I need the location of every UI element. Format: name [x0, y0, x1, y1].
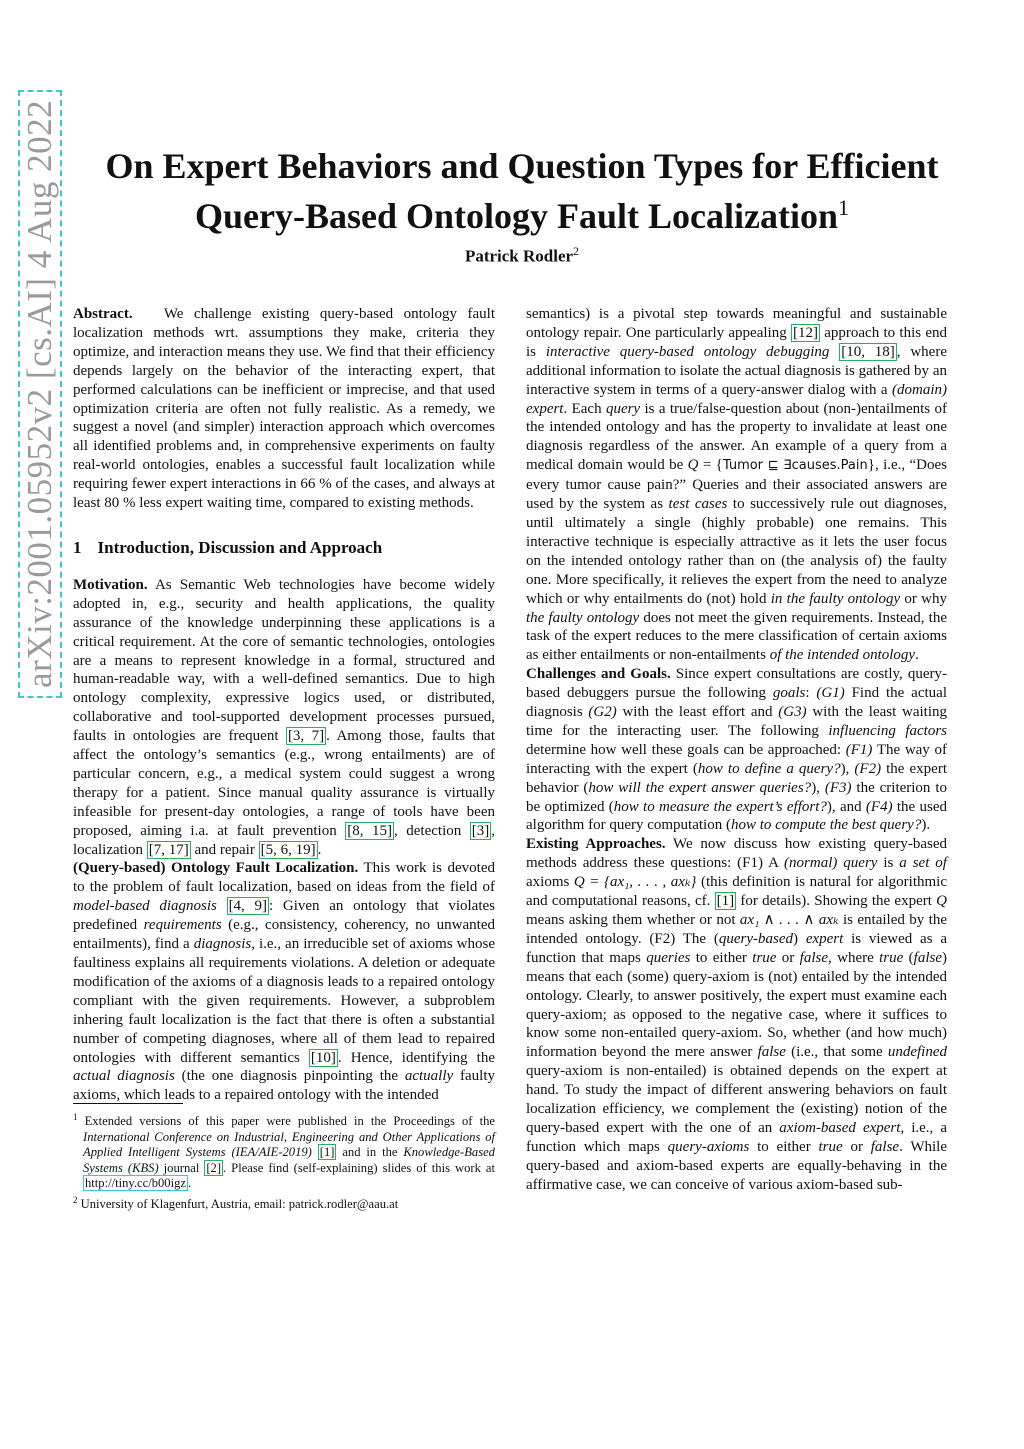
- text: to either: [749, 1138, 819, 1155]
- text: , i.e., an irreducible set of axioms whose faultiness explains all requirements violations. A deletion or adequate modification of the axioms of a diagnosis leads to a repaired ontology compliant with the given requirements. However, a subproblem inhering fault localization is the fact that there is often a substantial number of competing diagnoses, where all of them lead to repaired ontologies with different semantics: [73, 936, 495, 1066]
- emph: (F1): [845, 741, 873, 758]
- right-column: [526, 305, 947, 1195]
- math: = {: [698, 457, 723, 474]
- citation-link[interactable]: [12]: [792, 324, 818, 341]
- arxiv-identifier[interactable]: arXiv:2001.05952v2 [cs.AI] 4 Aug 2022: [18, 90, 62, 698]
- math: }: [867, 457, 875, 474]
- emph: actual diagnosis: [73, 1068, 175, 1085]
- text: , where additional information to isolate the actual diagnosis is gathered by an interactive system in terms of a query-answer dialog with a: [526, 343, 947, 398]
- text: , i.e., “Does every tumor cause pain?” Queries and their associated answers are used by the system as: [526, 457, 947, 513]
- text: . Among those, faults that affect the ontology’s semantics (e.g., wrong entailments) are of particular concern, e.g., a medical system could suggest a wrong therapy for a patient. Since manual quality assurance is virtually infeasible for present-day ontologies, a range of tools have been proposed, aiming i.a. at fault prevention: [73, 728, 495, 839]
- text: the criterion to be optimized (: [526, 779, 947, 815]
- text: ),: [840, 760, 855, 777]
- emph: (normal) query: [784, 855, 878, 872]
- text: . Hence, identifying the: [337, 1049, 495, 1066]
- emph: how to compute the best query?: [730, 817, 922, 834]
- text: with the least effort and: [616, 704, 779, 721]
- emph: how to define a query?: [697, 760, 841, 777]
- math: Q: [936, 893, 947, 910]
- text: semantics) is a pivotal step towards meaningful and sustainable ontology repair. One particularly appealing: [526, 306, 947, 341]
- text: the used algorithm for query computation (: [526, 798, 948, 834]
- text: does not meet the given requirements. Instead, the task of the expert reduces to the mere classification of certain axioms as either entailments or non-entailments: [526, 609, 947, 664]
- emph: (F4): [865, 798, 893, 815]
- author-footnote-mark[interactable]: 2: [573, 244, 580, 258]
- text: to successively rule out diagnoses, until ultimately a single (highly probable) one remains. This interactive technique is especially attractive as it lets the user focus on the intended ontology rather than on (the analysis of) the faulty one. More specifically, it relieves the expert from the need to analyze which or why entailments do (not) hold: [526, 496, 947, 607]
- emph: true: [752, 949, 777, 966]
- text: The way of interacting with the expert (: [526, 741, 947, 777]
- text: and repair: [190, 841, 259, 858]
- citation-link[interactable]: [7, 17]: [148, 841, 189, 858]
- emph: the faulty ontology: [526, 609, 640, 626]
- text: for details). Showing the expert: [736, 893, 937, 910]
- text: . Please find (self-explaining) slides of this work at: [223, 1160, 495, 1175]
- text: is viewed as a function that maps: [526, 930, 948, 966]
- emph: of the intended ontology: [769, 647, 916, 664]
- emph: (domain) expert: [526, 381, 947, 417]
- existing-approaches-paragraph: [526, 835, 947, 1194]
- affiliation-text: University of Klagenfurt, Austria, email: patrick.rodler@aau.at: [80, 1196, 399, 1211]
- citation-link[interactable]: [10]: [310, 1049, 336, 1066]
- motivation-label: Motivation.: [73, 576, 148, 593]
- text: and in the: [336, 1145, 404, 1160]
- emph: International Conference on Industrial, Engineering and Other Applications of Applied Intelligent Systems (IEA/AIE-2019): [83, 1129, 495, 1160]
- text: means asking them whether or not: [526, 912, 740, 928]
- emph: (G2): [588, 704, 617, 721]
- text: faulty axioms, which leads to a repaired ontology with the intended: [73, 1068, 495, 1104]
- emph: false: [757, 1044, 786, 1061]
- emph: query-based: [718, 930, 794, 947]
- text: is: [877, 855, 900, 872]
- text: Since expert consultations are costly, query-based debuggers pursue the following: [526, 666, 947, 702]
- emph: requirements: [143, 917, 222, 934]
- text: This work is devoted to the problem of fault localization, based on ideas from the field of: [73, 860, 495, 896]
- abstract: [73, 305, 495, 513]
- text: ) means that each (some) query-axiom is (not) entailed by the intended ontology. Clearly, to answer positively, the expert must examine each query-axiom; as opposed to the negative case, where it suffices to know some non-entailed query-axiom. So, whether (and how much) information beyond the mere answer: [526, 949, 947, 1061]
- math: ax₁ ∧ . . . ∧ axₖ: [739, 912, 839, 928]
- text: query-axiom is non-entailed) is obtained depends on the expert at hand. To study the impact of different answering behaviors on fault localization efficiency, we complement the (existing) notion of the query-based expert with the one of an: [526, 1063, 947, 1136]
- text: Extended versions of this paper were published in the Proceedings of the: [84, 1114, 495, 1129]
- text: ),: [811, 779, 825, 796]
- text: .: [317, 841, 322, 858]
- citation-link[interactable]: [5, 6, 19]: [260, 841, 316, 858]
- emph: influencing factors: [828, 722, 948, 739]
- emph: (G3): [778, 704, 807, 721]
- section-heading: [73, 539, 495, 558]
- emph: true: [879, 949, 904, 966]
- emph: Knowledge-Based Systems (KBS): [83, 1145, 495, 1175]
- emph: false: [913, 949, 942, 966]
- existing-label: Existing Approaches.: [526, 836, 666, 853]
- text: or: [776, 949, 800, 966]
- author-line: [60, 244, 984, 267]
- emph: queries: [646, 949, 691, 966]
- text: . Each: [563, 400, 606, 417]
- section-title: Introduction, Discussion and Approach: [97, 537, 383, 557]
- footnote-mark: 2: [73, 1194, 78, 1205]
- author-name: Patrick Rodler: [464, 246, 574, 266]
- text: is a true/false-question about (non-)entailments of the intended ontology and has the property to invalidate at least one diagnosis regardless of the answer. An example of a query from a medical domain would be: [526, 400, 947, 474]
- citation-link[interactable]: [8, 15]: [347, 822, 392, 839]
- text: Find the actual diagnosis: [526, 685, 947, 721]
- fault-localization-paragraph: [73, 859, 495, 1105]
- citation-link[interactable]: [10, 18]: [841, 343, 895, 360]
- emph: query-axioms: [667, 1138, 750, 1155]
- emph: test cases: [668, 496, 728, 513]
- emph: goals: [772, 685, 806, 702]
- math: Q: [687, 457, 699, 474]
- footnotes: [73, 1103, 495, 1213]
- text: ).: [921, 817, 931, 834]
- emph: in the faulty ontology: [770, 590, 901, 607]
- text: journal: [158, 1160, 205, 1175]
- emph: axiom-based expert: [779, 1119, 901, 1136]
- text: (e.g., consistency, coherency, no unwanted entailments), find a: [73, 917, 495, 953]
- emph: model-based diagnosis: [73, 898, 217, 915]
- footnote-rule: [73, 1103, 183, 1104]
- text: determine how well these goals can be approached:: [526, 741, 846, 758]
- text: ), and: [826, 798, 866, 815]
- footnote-2: [73, 1193, 495, 1213]
- text: . While query-based and axiom-based experts are equally-behaving in the affirmative case, we can conceive of various axiom-based sub-: [526, 1138, 947, 1193]
- emph: actually: [404, 1068, 454, 1085]
- footnote-1: [73, 1110, 495, 1192]
- text: We now discuss how existing query-based methods address these questions: (F1) A: [526, 836, 947, 872]
- slides-url-link[interactable]: http://tiny.cc/b00igz: [85, 1176, 186, 1191]
- text: is entailed by the intended ontology. (F2) The (: [526, 912, 947, 947]
- text: .: [915, 647, 919, 664]
- text: : Given an ontology that violates predefined: [73, 898, 495, 934]
- section-number: 1: [73, 537, 82, 557]
- abstract-label: Abstract.: [73, 306, 133, 322]
- text: , where: [828, 949, 880, 966]
- text: , i.e., a function which maps: [526, 1119, 947, 1155]
- text: :: [805, 685, 817, 702]
- text: or: [842, 1138, 871, 1155]
- emph: false: [799, 949, 829, 966]
- title-line-1: On Expert Behaviors and Question Types for Efficient: [105, 146, 939, 186]
- emph: (G1): [816, 685, 845, 702]
- text: As Semantic Web technologies have become widely adopted in, e.g., security and health applications, the quality assurance of the knowledge underpinning these applications is a critical requirement. At the core of semantic technologies, ontologies are a means to represent knowledge in a formal, structured and human-readable way, with a well-defined semantics. Due to high ontology complexity, expressive logics used, or distributed, collaborative and tool-supported development processes pursued, faults in ontologies are frequent: [73, 576, 495, 745]
- text: , localization: [73, 822, 495, 858]
- math: Tumor ⊑ ∃causes.Pain: [722, 458, 868, 474]
- paper-title: [60, 145, 984, 237]
- emph: (F3): [824, 779, 852, 796]
- emph: true: [818, 1138, 843, 1155]
- emph: expert: [805, 930, 844, 947]
- text: to either: [690, 949, 753, 966]
- citation-link[interactable]: [3, 7]: [287, 728, 325, 745]
- intro-continued-paragraph: [526, 305, 947, 665]
- citation-link[interactable]: [1]: [319, 1145, 335, 1160]
- text: or why: [900, 590, 948, 607]
- title-footnote-mark[interactable]: 1: [838, 195, 849, 220]
- math: Q = {ax₁, . . . , axₖ}: [573, 874, 697, 891]
- emph: query: [605, 400, 641, 417]
- citation-link[interactable]: [4, 9]: [228, 898, 268, 915]
- text: (the one diagnosis pinpointing the: [174, 1068, 405, 1085]
- challenges-paragraph: [526, 665, 947, 835]
- emph: how will the expert answer queries?: [588, 779, 812, 796]
- emph: diagnosis: [193, 936, 252, 953]
- text: with the least waiting time for the interacting user. The following: [526, 704, 947, 739]
- text: approach to this end is: [526, 324, 947, 360]
- text: (i.e., that some: [785, 1044, 888, 1061]
- abstract-text: We challenge existing query-based ontology fault localization methods wrt. assumptions they make, criteria they optimize, and interaction means they use. We find that their efficiency depends largely on the behavior of the interacting expert, that performed calculations can be inefficient or imprecise, and that used optimization criteria are often not fully realistic. As a remedy, we suggest a novel (and simpler) interaction approach which overcomes all identified problems and, in comprehensive experiments on faulty real-world ontologies, enables a successful fault localization while requiring fewer expert interactions in 66 % of the cases, and always at least 80 % less expert waiting time, compared to existing methods.: [73, 306, 496, 512]
- citation-link[interactable]: [2]: [206, 1160, 222, 1175]
- title-line-2: Query-Based Ontology Fault Localization: [195, 196, 838, 236]
- motivation-paragraph: [73, 576, 495, 860]
- emph: (F2): [854, 760, 882, 777]
- footnote-mark: 1: [73, 1112, 78, 1122]
- emph: interactive query-based ontology debugging: [545, 343, 830, 360]
- text: the expert behavior (: [526, 760, 947, 796]
- emph: a set of: [899, 855, 947, 872]
- citation-link[interactable]: [3]: [471, 822, 490, 839]
- challenges-label: Challenges and Goals.: [526, 666, 671, 683]
- text: , detection: [394, 822, 470, 839]
- emph: undefined: [887, 1044, 947, 1061]
- emph: false: [870, 1138, 900, 1155]
- text: ): [793, 930, 806, 947]
- citation-link[interactable]: [1]: [716, 893, 735, 910]
- left-column: [73, 305, 495, 1105]
- text: (: [903, 949, 914, 966]
- qbofl-label: (Query-based) Ontology Fault Localization.: [73, 860, 359, 877]
- text: axioms: [526, 874, 574, 891]
- emph: how to measure the expert’s effort?: [613, 798, 827, 815]
- text: .: [187, 1176, 192, 1191]
- text: (this definition is natural for algorithmic and computational reasons, cf.: [526, 874, 948, 910]
